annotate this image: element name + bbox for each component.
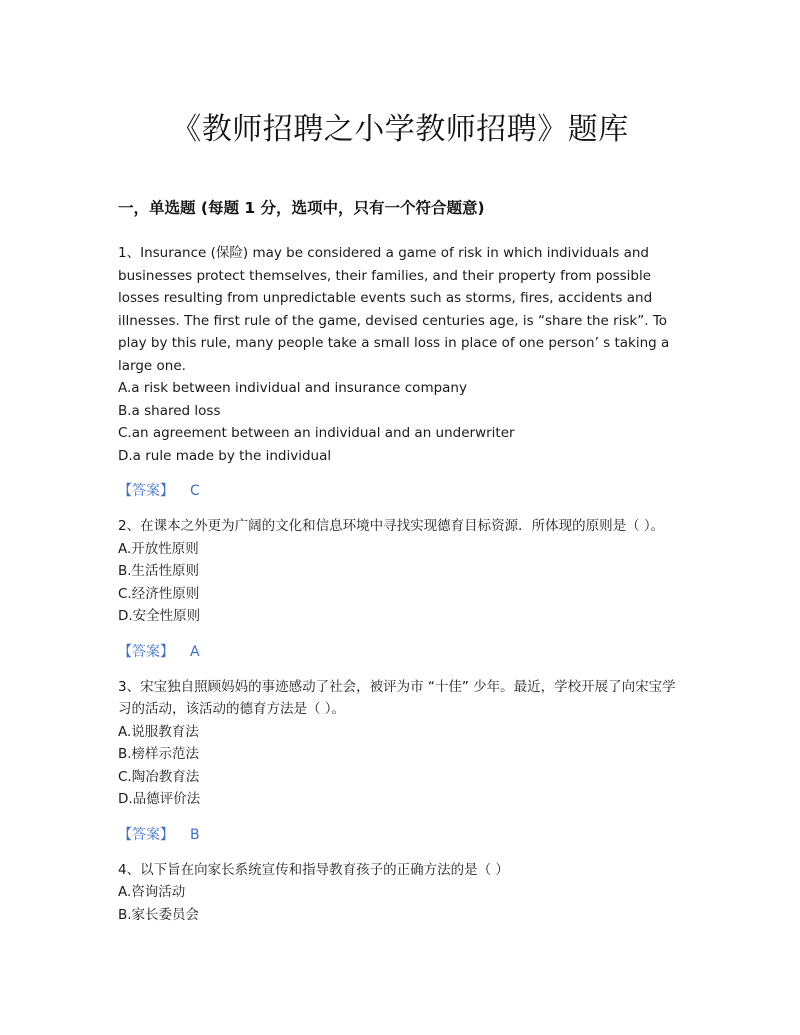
option-a: A.a risk between individual and insurance company (118, 380, 467, 396)
question-4 (118, 859, 678, 927)
question-1 (118, 242, 678, 502)
answer-line (118, 641, 678, 663)
question-stem: 2、在课本之外更为广阔的文化和信息环境中寻找实现德育目标资源．所体现的原则是（ ）。 (118, 518, 665, 534)
option-d: D.品德评价法 (118, 791, 201, 807)
answer-value: A (190, 643, 200, 660)
option-b: B.a shared loss (118, 402, 221, 419)
answer-label: 【答案】 (118, 483, 174, 499)
question-2 (118, 515, 678, 663)
question-stem: 1、Insurance (保险) may be considered a game of risk in which individuals and businesses protect themselves, their families, and their property from possible losses resulting from unpredictable events such as storms, fires, accidents and illnesses. The first rule of the game, devised centuries age, is “share the risk”. To play by this rule, many people take a small loss in place of one person’ s taking a large one. (118, 245, 670, 374)
option-b: B.生活性原则 (118, 563, 200, 579)
answer-line (118, 824, 678, 846)
option-c: C.陶冶教育法 (118, 768, 200, 785)
answer-label: 【答案】 (118, 826, 174, 843)
question-list (118, 242, 678, 926)
question-3 (118, 676, 678, 846)
option-a: A.开放性原则 (118, 540, 199, 557)
option-d: D.安全性原则 (118, 608, 201, 624)
option-a: A.咨询活动 (118, 884, 186, 900)
answer-line (118, 480, 678, 502)
option-c: C.an agreement between an individual and an underwriter (118, 425, 515, 441)
question-stem: 3、宋宝独自照顾妈妈的事迹感动了社会，被评为市 “十佳” 少年。最近，学校开展了向宋宝学习的活动，该活动的德育方法是（ ）。 (118, 678, 676, 717)
option-b: B.家长委员会 (118, 906, 200, 923)
option-c: C.经济性原则 (118, 585, 200, 602)
answer-label: 【答案】 (118, 643, 174, 660)
document-title: 《教师招聘之小学教师招聘》题库 (171, 112, 629, 147)
answer-value: C (190, 483, 200, 499)
question-stem: 4、以下旨在向家长系统宣传和指导教育孩子的正确方法的是（ ） (118, 861, 509, 878)
option-a: A.说服教育法 (118, 723, 199, 740)
option-b: B.榜样示范法 (118, 746, 200, 762)
option-d: D.a rule made by the individual (118, 447, 332, 464)
answer-value: B (190, 826, 200, 843)
section-heading: 一，单选题 (每题 1 分，选项中，只有一个符合题意) (118, 199, 485, 217)
